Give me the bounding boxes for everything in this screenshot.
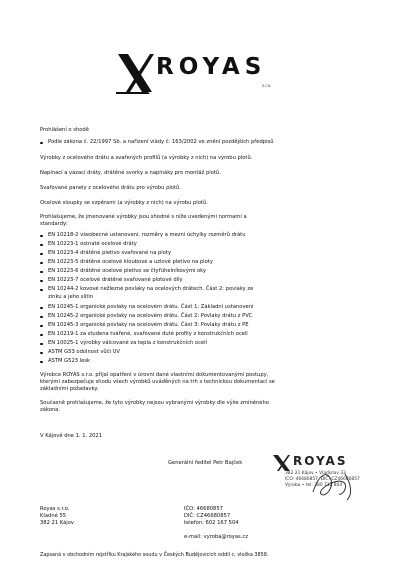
logo-sub: s.r.o. xyxy=(262,83,272,88)
logo-x-icon xyxy=(114,52,158,96)
footer-ico: IČO: 46680857 xyxy=(184,506,223,512)
footer-email: e-mail: vyroba@royas.cz xyxy=(184,534,248,540)
standard-item: EN 10244-2 kovové nežlezné povlaky na ocelových drátech. Část 2: povlaky ze xyxy=(48,286,368,293)
stamp-x-icon xyxy=(271,454,293,472)
standard-item-continued: zinku a jeho slitin xyxy=(48,294,94,300)
stamp-line: IČO: 46680857, DIČ: CZ46680857 xyxy=(285,477,360,482)
declaration-line: standardy: xyxy=(40,221,68,227)
royas-logo xyxy=(114,52,294,96)
stamp-brand: ROYAS xyxy=(293,454,348,468)
standard-item: ASTM G523 lesk xyxy=(48,358,368,365)
paragraph: Napínací a vázací dráty, drátěné svorky a napínáky pro montáž plotů. xyxy=(40,170,221,176)
closing-line: Současně prohlašujeme, že tyto výrobky nejsou vybranými výrobky dle výše zmíněného xyxy=(40,400,269,406)
standard-item: ASTM G53 odolnost vůči UV xyxy=(48,349,368,356)
footer-address: Kladné 55 xyxy=(40,513,67,519)
company-stamp xyxy=(255,454,365,508)
intro-bullet: Podle zákona č. 22/1997 Sb. a nařízení vlády č. 163/2002 ve znění pozdějších předpisů xyxy=(48,139,338,146)
signature-icon xyxy=(305,464,365,504)
standard-item: EN 10025-1 výrobky válcované za tepla z konstrukčních ocelí xyxy=(48,340,368,347)
standard-item: EN 10223-6 drátěné ocelové pletivo se čtyřúhelníkovými oky xyxy=(48,268,368,275)
standard-item: EN 10223-7 ocelové drátěné svařované plotové díly xyxy=(48,277,368,284)
footer-city: 382 21 Kájov xyxy=(40,520,74,526)
registry-note: Zapsaná v obchodním rejstříku Krajského soudu v Českých Budějovicích oddíl c, vložka 3858. xyxy=(40,552,269,558)
standard-item: EN 10245-2 organické povlaky na ocelovém drátu. Část 2: Povlaky drátu z PVC xyxy=(48,313,368,320)
standard-item: EN 10245-1 organické povlaky na ocelovém drátu. Část 1: Základní ustanovení xyxy=(48,304,368,311)
standard-item: EN 10245-3 organické povlaky na ocelovém drátu. Část 3: Povlaky drátu z PE xyxy=(48,322,368,329)
stamp-line: 382 21 Kájov • Vladislav 33 xyxy=(285,471,346,476)
paragraph: Ocelové sloupky se vzpěrami (a výrobky z nich) na výrobu plotů. xyxy=(40,200,208,206)
closing-line: Výrobce ROYAS s.r.o. přijal opatření v úrovni dané vlastními dokumentovanými postupy, xyxy=(40,372,269,378)
standard-item: EN 10219-1 za studena tvářené, svařované duté profily z konstrukčních ocelí xyxy=(48,331,368,338)
closing-line: kterými zabezpečuje shodu všech výrobků uváděných na trh s technickou dokumentací se xyxy=(40,379,275,385)
footer-phone: telefon: 602 167 504 xyxy=(184,520,239,526)
declaration-line: Prohlašujeme, že jmenované výrobky jsou shodné s níže uvedenými normami a xyxy=(40,214,247,220)
paragraph: Svařované panely z ocelového drátu pro výrobu plotů. xyxy=(40,185,181,191)
logo-brand: ROYAS xyxy=(156,54,267,80)
standard-item: EN 10223-1 ostnaté ocelové dráty xyxy=(48,241,368,248)
closing-line: základními požadavky. xyxy=(40,386,99,392)
place-date: V Kájově dne 1. 1. 2021 xyxy=(40,433,103,439)
paragraph: Výrobky z ocelového drátu a svařených profilů (a výrobky z nich) na výrobu plotů. xyxy=(40,155,253,161)
closing-line: zákona. xyxy=(40,407,61,413)
footer-company: Royas s.r.o. xyxy=(40,506,70,512)
standard-item: EN 10218-2 všeobecné ustanovení, rozměry a mezní úchylky rozměrů drátu xyxy=(48,232,368,239)
stamp-line: Výroba • tel: 380 712 804 xyxy=(285,483,343,488)
footer-dic: DIČ: CZ46680857 xyxy=(184,513,231,519)
heading: Prohlášení o shodě xyxy=(40,127,89,133)
standard-item: EN 10223-4 drátěné pletivo svařované na ploty xyxy=(48,250,368,257)
standard-item: EN 10223-5 drátěné ocelové kloubové a uzlové pletivo na ploty xyxy=(48,259,368,266)
signer-title: Generální ředitel Petr Bajček xyxy=(168,460,243,466)
